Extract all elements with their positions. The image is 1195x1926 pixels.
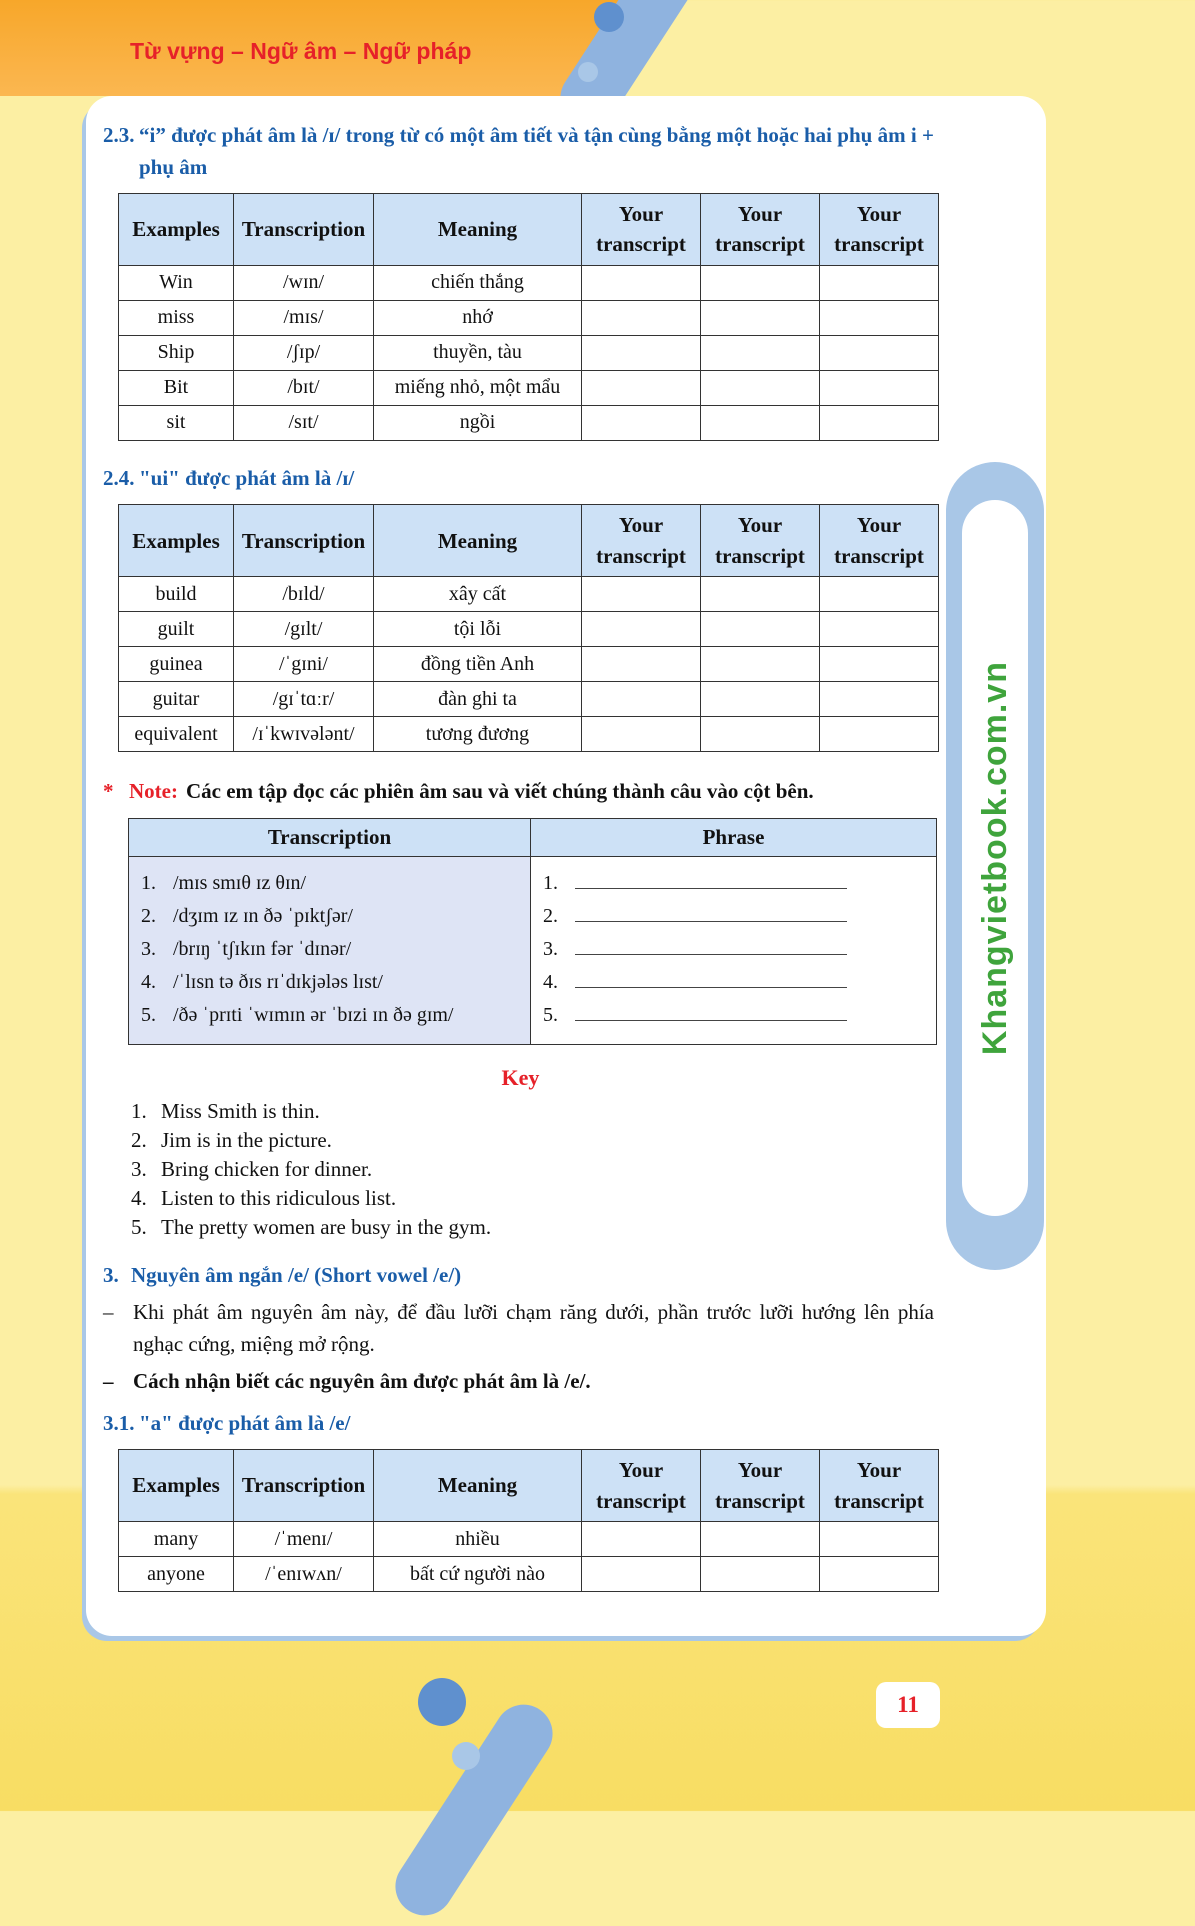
your-transcript-cell xyxy=(582,1522,701,1557)
note-line xyxy=(103,776,934,808)
transcription-cell: /gɪlt/ xyxy=(234,612,374,647)
col-transcription: Transcription xyxy=(234,1450,374,1522)
phrase-blank: 2. xyxy=(543,900,926,933)
transcription-cell: /bɪld/ xyxy=(234,577,374,612)
col-your-transcript: Your transcript xyxy=(582,1450,701,1522)
key-title: Key xyxy=(501,1064,540,1090)
table-header-row xyxy=(119,505,939,577)
table-row xyxy=(119,647,939,682)
answer-blank-line xyxy=(575,933,847,955)
col-your-transcript: Your transcript xyxy=(582,194,701,266)
col-meaning: Meaning xyxy=(374,505,582,577)
table-row xyxy=(129,856,937,1044)
table-header-row xyxy=(119,1450,939,1522)
meaning-cell: thuyền, tàu xyxy=(374,335,582,370)
recognition-note: – Cách nhận biết các nguyên âm được phát âm là /e/. xyxy=(103,1366,934,1398)
table-row xyxy=(119,1557,939,1592)
table-i-sound xyxy=(118,193,939,441)
col-transcription: Transcription xyxy=(234,194,374,266)
section-title: "a" được phát âm là /e/ xyxy=(139,1410,351,1435)
ipa-item: 1. /mɪs smɪθ ɪz θɪn/ xyxy=(141,871,307,894)
your-transcript-cell xyxy=(820,265,939,300)
top-circle-decoration-small xyxy=(578,62,598,82)
meaning-cell: nhớ xyxy=(374,300,582,335)
section-number: 3.1. xyxy=(103,1410,135,1435)
section-2-3-heading xyxy=(103,120,934,183)
your-transcript-cell xyxy=(701,405,820,440)
section-title: Nguyên âm ngắn /e/ (Short vowel /e/) xyxy=(131,1262,462,1287)
table-row xyxy=(119,335,939,370)
your-transcript-cell xyxy=(582,335,701,370)
phrase-blank: 3. xyxy=(543,933,926,966)
table-row xyxy=(119,717,939,752)
col-transcription: Transcription xyxy=(234,505,374,577)
bottom-circle-decoration-small xyxy=(452,1742,480,1770)
answer-blank-line xyxy=(575,966,847,988)
your-transcript-cell xyxy=(582,647,701,682)
transcription-cell: /ʃɪp/ xyxy=(234,335,374,370)
example-cell: equivalent xyxy=(119,717,234,752)
watermark-capsule xyxy=(962,500,1028,1216)
page-header-title: Từ vựng – Ngữ âm – Ngữ pháp xyxy=(130,38,472,64)
key-answer: 3. Bring chicken for dinner. xyxy=(131,1156,373,1181)
your-transcript-cell xyxy=(582,612,701,647)
transcription-cell: /ɪˈkwɪvələnt/ xyxy=(234,717,374,752)
meaning-cell: tội lỗi xyxy=(374,612,582,647)
note-asterisk: * xyxy=(103,779,114,804)
transcription-cell: /ˈenɪwʌn/ xyxy=(234,1557,374,1592)
bottom-circle-decoration xyxy=(418,1678,466,1726)
answer-blank-line xyxy=(575,999,847,1021)
example-cell: Ship xyxy=(119,335,234,370)
table-header-row xyxy=(119,194,939,266)
meaning-cell: chiến thắng xyxy=(374,265,582,300)
your-transcript-cell xyxy=(701,647,820,682)
ipa-list-cell xyxy=(129,856,531,1044)
table-row xyxy=(119,1522,939,1557)
meaning-cell: tương đương xyxy=(374,717,582,752)
example-cell: Win xyxy=(119,265,234,300)
your-transcript-cell xyxy=(582,577,701,612)
content-panel xyxy=(86,96,1046,1636)
table-ui-sound xyxy=(118,504,939,752)
section-3-heading xyxy=(103,1260,934,1292)
example-cell: guilt xyxy=(119,612,234,647)
table-row xyxy=(119,370,939,405)
your-transcript-cell xyxy=(701,335,820,370)
section-2-4-heading xyxy=(103,463,934,495)
your-transcript-cell xyxy=(820,335,939,370)
your-transcript-cell xyxy=(701,612,820,647)
transcription-cell: /ˈmenɪ/ xyxy=(234,1522,374,1557)
your-transcript-cell xyxy=(701,300,820,335)
table-header-row xyxy=(129,818,937,856)
col-your-transcript: Your transcript xyxy=(820,505,939,577)
col-transcription: Transcription xyxy=(129,818,531,856)
ipa-item: 2. /dʒɪm ɪz ɪn ðə ˈpɪktʃər/ xyxy=(141,904,353,927)
col-examples: Examples xyxy=(119,1450,234,1522)
ipa-item: 5. /ðə ˈprɪti ˈwɪmɪn ər ˈbɪzi ɪn ðə gɪm/ xyxy=(141,1003,454,1026)
table-row xyxy=(119,682,939,717)
meaning-cell: nhiều xyxy=(374,1522,582,1557)
phrase-blank: 1. xyxy=(543,867,926,900)
your-transcript-cell xyxy=(820,577,939,612)
section-title: "ui" được phát âm là /ɪ/ xyxy=(139,465,355,490)
your-transcript-cell xyxy=(582,265,701,300)
key-answer: 1. Miss Smith is thin. xyxy=(131,1098,320,1123)
key-answer: 2. Jim is in the picture. xyxy=(131,1127,332,1152)
transcription-cell: /bɪt/ xyxy=(234,370,374,405)
ipa-item: 4. /ˈlɪsn tə ðɪs rɪˈdɪkjələs lɪst/ xyxy=(141,970,383,993)
example-cell: anyone xyxy=(119,1557,234,1592)
answer-blank-line xyxy=(575,867,847,889)
dash: – xyxy=(103,1369,114,1394)
transcription-cell: /sɪt/ xyxy=(234,405,374,440)
your-transcript-cell xyxy=(820,647,939,682)
key-answer: 4. Listen to this ridiculous list. xyxy=(131,1185,397,1210)
col-your-transcript: Your transcript xyxy=(701,505,820,577)
meaning-cell: đồng tiền Anh xyxy=(374,647,582,682)
col-meaning: Meaning xyxy=(374,194,582,266)
section-number: 2.3. xyxy=(103,123,135,147)
your-transcript-cell xyxy=(701,1522,820,1557)
key-answer: 5. The pretty women are busy in the gym. xyxy=(131,1214,492,1239)
your-transcript-cell xyxy=(820,1522,939,1557)
meaning-cell: đàn ghi ta xyxy=(374,682,582,717)
section-3-1-heading xyxy=(103,1408,934,1440)
your-transcript-cell xyxy=(820,300,939,335)
example-cell: build xyxy=(119,577,234,612)
your-transcript-cell xyxy=(582,405,701,440)
your-transcript-cell xyxy=(820,717,939,752)
your-transcript-cell xyxy=(820,612,939,647)
note-label: Note: xyxy=(129,779,178,804)
table-row xyxy=(119,612,939,647)
your-transcript-cell xyxy=(701,577,820,612)
your-transcript-cell xyxy=(701,682,820,717)
table-row xyxy=(119,265,939,300)
your-transcript-cell xyxy=(701,265,820,300)
example-cell: sit xyxy=(119,405,234,440)
col-meaning: Meaning xyxy=(374,1450,582,1522)
col-examples: Examples xyxy=(119,505,234,577)
section-title: “i” được phát âm là /ɪ/ trong từ có một âm tiết và tận cùng bằng một hoặc hai phụ âm i + phụ âm xyxy=(139,123,934,179)
section-number: 3. xyxy=(103,1262,119,1287)
your-transcript-cell xyxy=(701,717,820,752)
phrase-blank: 5. xyxy=(543,999,926,1032)
table-row xyxy=(119,300,939,335)
pronunciation-instruction: – Khi phát âm nguyên âm này, để đầu lưỡi chạm răng dưới, phần trước lưỡi hướng lên phía nghạc cứng, miệng mở rộng. xyxy=(103,1297,934,1360)
your-transcript-cell xyxy=(582,717,701,752)
example-cell: guitar xyxy=(119,682,234,717)
your-transcript-cell xyxy=(820,405,939,440)
col-examples: Examples xyxy=(119,194,234,266)
transcription-cell: /wɪn/ xyxy=(234,265,374,300)
col-your-transcript: Your transcript xyxy=(582,505,701,577)
col-your-transcript: Your transcript xyxy=(701,194,820,266)
ipa-item: 3. /brɪŋ ˈtʃɪkɪn fər ˈdɪnər/ xyxy=(141,937,352,960)
your-transcript-cell xyxy=(582,1557,701,1592)
your-transcript-cell xyxy=(701,370,820,405)
meaning-cell: miếng nhỏ, một mẩu xyxy=(374,370,582,405)
key-answers xyxy=(103,1097,934,1242)
table-row xyxy=(119,405,939,440)
meaning-cell: xây cất xyxy=(374,577,582,612)
phrase-blanks-cell xyxy=(531,856,937,1044)
dash: – xyxy=(103,1300,114,1325)
transcription-phrase-table xyxy=(128,818,937,1045)
note-text: Các em tập đọc các phiên âm sau và viết chúng thành câu vào cột bên. xyxy=(185,779,814,804)
table-a-sound xyxy=(118,1449,939,1592)
your-transcript-cell xyxy=(582,682,701,717)
example-cell: guinea xyxy=(119,647,234,682)
transcription-cell: /gɪˈtɑːr/ xyxy=(234,682,374,717)
meaning-cell: ngồi xyxy=(374,405,582,440)
your-transcript-cell xyxy=(701,1557,820,1592)
page-number: 11 xyxy=(876,1682,940,1728)
your-transcript-cell xyxy=(820,682,939,717)
transcription-cell: /ˈgɪni/ xyxy=(234,647,374,682)
table-row xyxy=(119,577,939,612)
your-transcript-cell xyxy=(820,1557,939,1592)
example-cell: Bit xyxy=(119,370,234,405)
answer-blank-line xyxy=(575,900,847,922)
col-your-transcript: Your transcript xyxy=(820,194,939,266)
transcription-cell: /mɪs/ xyxy=(234,300,374,335)
bottom-ribbon-decoration xyxy=(384,1694,563,1926)
col-phrase: Phrase xyxy=(531,818,937,856)
top-circle-decoration xyxy=(594,2,624,32)
meaning-cell: bất cứ người nào xyxy=(374,1557,582,1592)
your-transcript-cell xyxy=(820,370,939,405)
your-transcript-cell xyxy=(582,300,701,335)
example-cell: miss xyxy=(119,300,234,335)
section-number: 2.4. xyxy=(103,465,135,490)
phrase-blank: 4. xyxy=(543,966,926,999)
watermark-text: Khangvietbook.com.vn xyxy=(975,660,1014,1056)
col-your-transcript: Your transcript xyxy=(701,1450,820,1522)
example-cell: many xyxy=(119,1522,234,1557)
col-your-transcript: Your transcript xyxy=(820,1450,939,1522)
your-transcript-cell xyxy=(582,370,701,405)
